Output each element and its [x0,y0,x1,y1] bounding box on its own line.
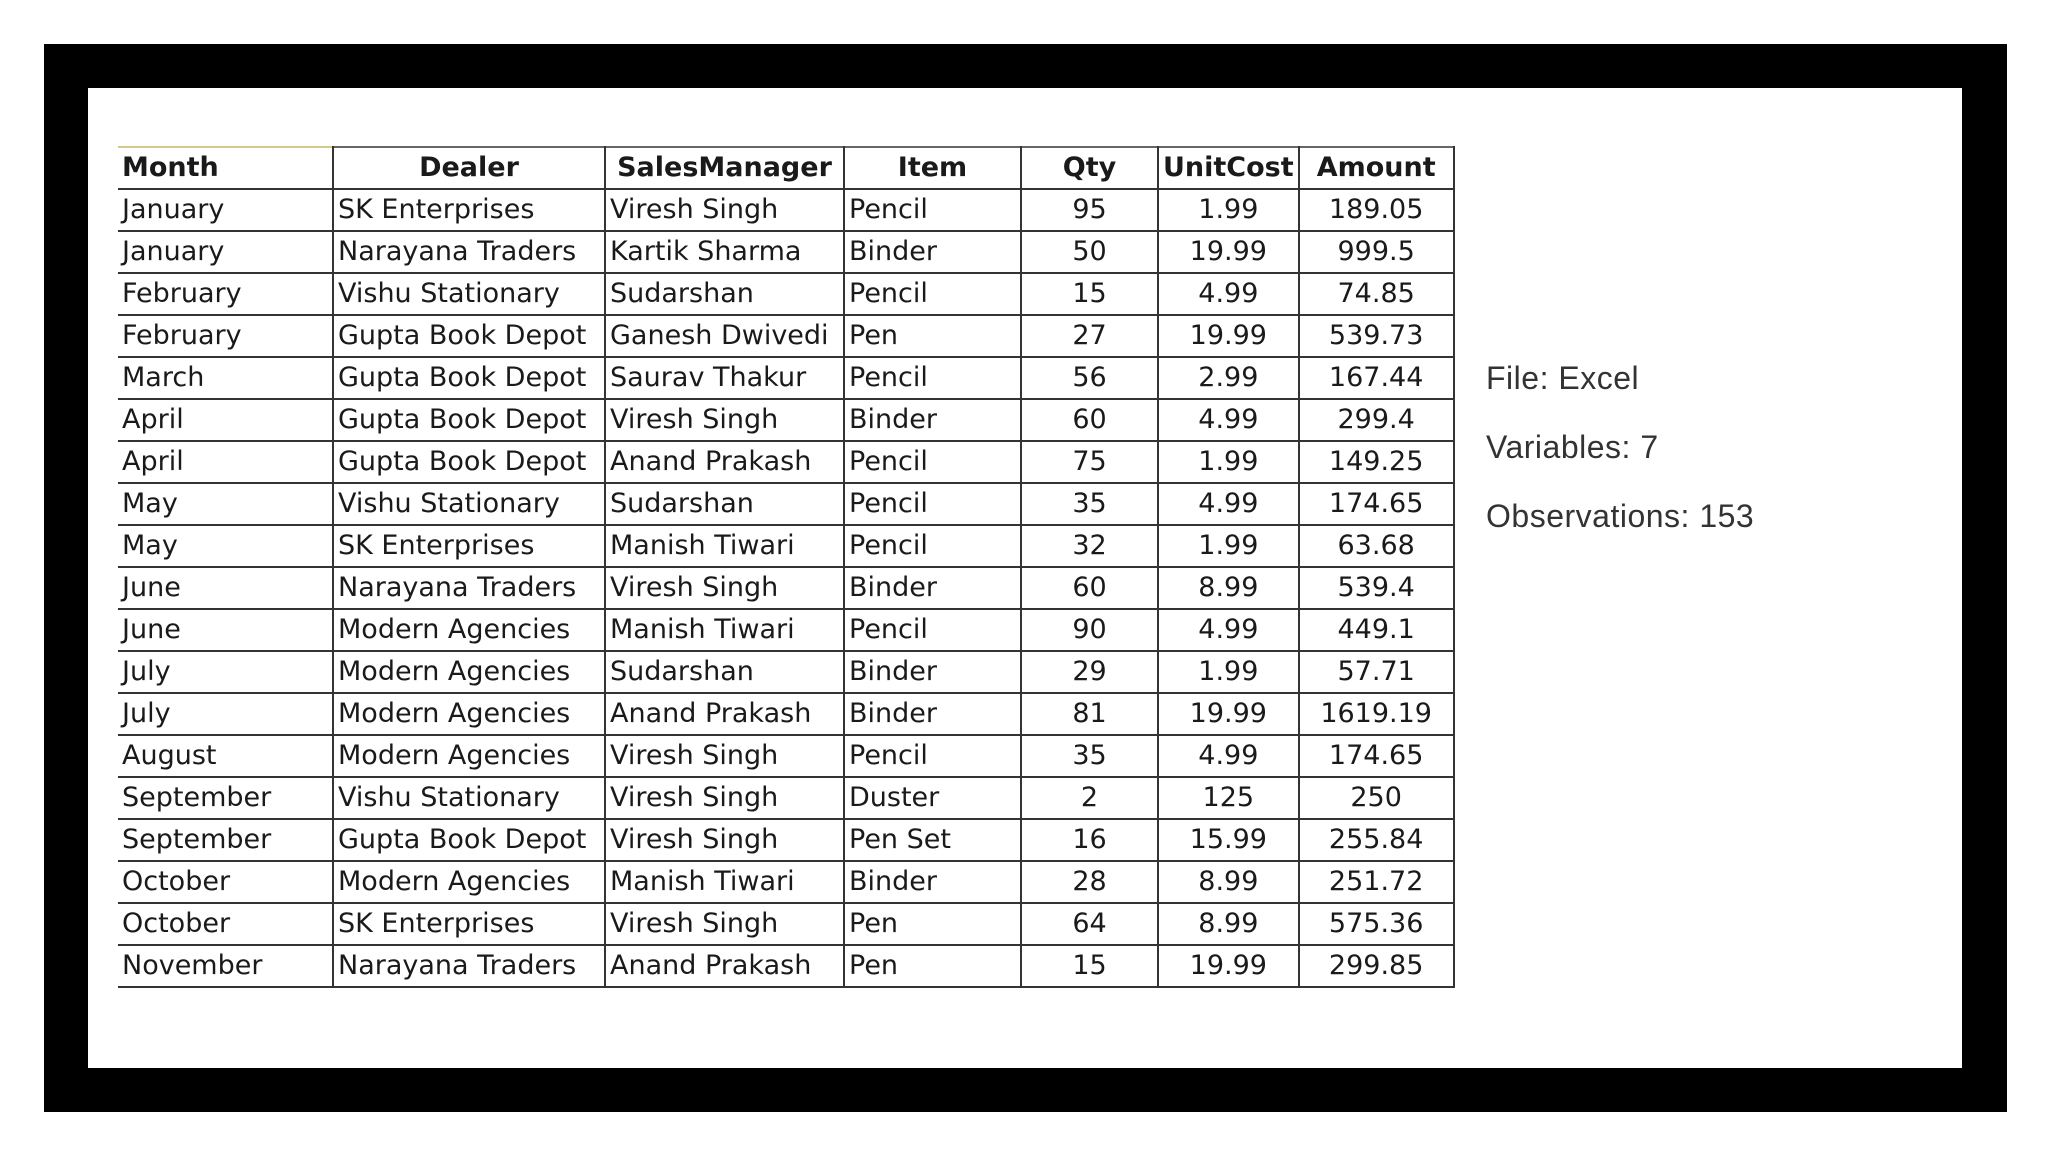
table-row [118,819,1454,861]
dealer-cell: Gupta Book Depot [333,819,605,861]
amount-cell: 251.72 [1299,861,1454,903]
unit-cost-cell: 19.99 [1158,945,1299,987]
dealer-cell: Modern Agencies [333,861,605,903]
qty-cell: 81 [1021,693,1158,735]
item-cell: Pencil [844,441,1021,483]
qty-cell: 15 [1021,273,1158,315]
table-row [118,273,1454,315]
qty-cell: 56 [1021,357,1158,399]
amount-cell: 449.1 [1299,609,1454,651]
table-row [118,399,1454,441]
qty-cell: 15 [1021,945,1158,987]
table-row [118,357,1454,399]
qty-cell: 28 [1021,861,1158,903]
column-header-dealer: Dealer [333,147,605,189]
qty-cell: 35 [1021,735,1158,777]
item-cell: Pen [844,315,1021,357]
month-cell: May [118,483,333,525]
column-header-sales-manager: SalesManager [605,147,844,189]
sales-manager-cell: Sudarshan [605,651,844,693]
table-row [118,777,1454,819]
month-cell: May [118,525,333,567]
sales-manager-cell: Viresh Singh [605,777,844,819]
table-row [118,189,1454,231]
item-cell: Binder [844,861,1021,903]
amount-cell: 539.73 [1299,315,1454,357]
item-cell: Pen [844,945,1021,987]
item-cell: Pencil [844,735,1021,777]
month-cell: October [118,903,333,945]
item-cell: Pen [844,903,1021,945]
amount-cell: 255.84 [1299,819,1454,861]
sales-manager-cell: Viresh Singh [605,735,844,777]
sales-manager-cell: Sudarshan [605,273,844,315]
amount-cell: 167.44 [1299,357,1454,399]
sales-manager-cell: Anand Prakash [605,945,844,987]
column-header-amount: Amount [1299,147,1454,189]
amount-cell: 189.05 [1299,189,1454,231]
amount-cell: 250 [1299,777,1454,819]
item-cell: Duster [844,777,1021,819]
item-cell: Binder [844,231,1021,273]
dealer-cell: Gupta Book Depot [333,357,605,399]
table-row [118,483,1454,525]
dealer-cell: Vishu Stationary [333,777,605,819]
table-row [118,861,1454,903]
dealer-cell: Modern Agencies [333,651,605,693]
unit-cost-cell: 4.99 [1158,273,1299,315]
dealer-cell: Modern Agencies [333,735,605,777]
amount-cell: 149.25 [1299,441,1454,483]
column-header-unit-cost: UnitCost [1158,147,1299,189]
month-cell: June [118,567,333,609]
unit-cost-cell: 19.99 [1158,231,1299,273]
sales-manager-cell: Saurav Thakur [605,357,844,399]
item-cell: Binder [844,651,1021,693]
month-cell: January [118,189,333,231]
month-cell: August [118,735,333,777]
table-header-row [118,147,1454,189]
qty-cell: 60 [1021,567,1158,609]
qty-cell: 50 [1021,231,1158,273]
unit-cost-cell: 19.99 [1158,315,1299,357]
item-cell: Binder [844,693,1021,735]
qty-cell: 2 [1021,777,1158,819]
table-row [118,693,1454,735]
amount-cell: 74.85 [1299,273,1454,315]
qty-cell: 16 [1021,819,1158,861]
observations-count-label: Observations: 153 [1486,498,1755,534]
month-cell: March [118,357,333,399]
amount-cell: 174.65 [1299,735,1454,777]
qty-cell: 35 [1021,483,1158,525]
dealer-cell: SK Enterprises [333,903,605,945]
sales-manager-cell: Viresh Singh [605,567,844,609]
amount-cell: 299.85 [1299,945,1454,987]
month-cell: October [118,861,333,903]
item-cell: Binder [844,567,1021,609]
amount-cell: 299.4 [1299,399,1454,441]
slide-content [88,88,1962,1068]
month-cell: July [118,693,333,735]
amount-cell: 539.4 [1299,567,1454,609]
amount-cell: 57.71 [1299,651,1454,693]
table-row [118,567,1454,609]
unit-cost-cell: 125 [1158,777,1299,819]
dataset-info-panel [1486,358,1754,565]
variables-count-label: Variables: 7 [1486,429,1659,465]
dealer-cell: Narayana Traders [333,567,605,609]
month-cell: January [118,231,333,273]
amount-cell: 999.5 [1299,231,1454,273]
table-row [118,315,1454,357]
dealer-cell: Gupta Book Depot [333,441,605,483]
unit-cost-cell: 2.99 [1158,357,1299,399]
sales-manager-cell: Viresh Singh [605,189,844,231]
file-type-label: File: Excel [1486,360,1640,396]
dealer-cell: Vishu Stationary [333,483,605,525]
unit-cost-cell: 8.99 [1158,567,1299,609]
amount-cell: 575.36 [1299,903,1454,945]
item-cell: Binder [844,399,1021,441]
column-header-item: Item [844,147,1021,189]
qty-cell: 64 [1021,903,1158,945]
month-cell: July [118,651,333,693]
month-cell: September [118,777,333,819]
qty-cell: 75 [1021,441,1158,483]
unit-cost-cell: 8.99 [1158,903,1299,945]
table-row [118,735,1454,777]
item-cell: Pen Set [844,819,1021,861]
sales-manager-cell: Sudarshan [605,483,844,525]
table-row [118,525,1454,567]
unit-cost-cell: 1.99 [1158,441,1299,483]
sales-manager-cell: Viresh Singh [605,399,844,441]
item-cell: Pencil [844,273,1021,315]
sales-manager-cell: Viresh Singh [605,903,844,945]
sales-manager-cell: Manish Tiwari [605,609,844,651]
qty-cell: 60 [1021,399,1158,441]
table-row [118,903,1454,945]
sales-manager-cell: Kartik Sharma [605,231,844,273]
qty-cell: 32 [1021,525,1158,567]
sales-manager-cell: Anand Prakash [605,441,844,483]
qty-cell: 90 [1021,609,1158,651]
item-cell: Pencil [844,525,1021,567]
month-cell: February [118,273,333,315]
month-cell: September [118,819,333,861]
sales-manager-cell: Manish Tiwari [605,861,844,903]
dealer-cell: Vishu Stationary [333,273,605,315]
month-cell: November [118,945,333,987]
unit-cost-cell: 4.99 [1158,735,1299,777]
item-cell: Pencil [844,609,1021,651]
unit-cost-cell: 4.99 [1158,483,1299,525]
sales-manager-cell: Anand Prakash [605,693,844,735]
qty-cell: 27 [1021,315,1158,357]
dealer-cell: Narayana Traders [333,231,605,273]
dealer-cell: Gupta Book Depot [333,399,605,441]
unit-cost-cell: 1.99 [1158,651,1299,693]
sales-manager-cell: Ganesh Dwivedi [605,315,844,357]
table-row [118,945,1454,987]
unit-cost-cell: 19.99 [1158,693,1299,735]
amount-cell: 1619.19 [1299,693,1454,735]
unit-cost-cell: 1.99 [1158,189,1299,231]
amount-cell: 63.68 [1299,525,1454,567]
table-body [118,189,1454,987]
table-row [118,651,1454,693]
month-cell: April [118,441,333,483]
item-cell: Pencil [844,357,1021,399]
dealer-cell: Modern Agencies [333,693,605,735]
column-header-qty: Qty [1021,147,1158,189]
dealer-cell: Modern Agencies [333,609,605,651]
unit-cost-cell: 4.99 [1158,399,1299,441]
month-cell: February [118,315,333,357]
column-header-month: Month [118,147,333,189]
unit-cost-cell: 8.99 [1158,861,1299,903]
table-row [118,231,1454,273]
table-row [118,441,1454,483]
sales-data-table [118,146,1455,988]
unit-cost-cell: 15.99 [1158,819,1299,861]
dealer-cell: Gupta Book Depot [333,315,605,357]
dealer-cell: SK Enterprises [333,189,605,231]
dealer-cell: SK Enterprises [333,525,605,567]
qty-cell: 95 [1021,189,1158,231]
qty-cell: 29 [1021,651,1158,693]
amount-cell: 174.65 [1299,483,1454,525]
dealer-cell: Narayana Traders [333,945,605,987]
table-row [118,609,1454,651]
month-cell: April [118,399,333,441]
unit-cost-cell: 1.99 [1158,525,1299,567]
sales-manager-cell: Viresh Singh [605,819,844,861]
sales-manager-cell: Manish Tiwari [605,525,844,567]
unit-cost-cell: 4.99 [1158,609,1299,651]
item-cell: Pencil [844,483,1021,525]
month-cell: June [118,609,333,651]
item-cell: Pencil [844,189,1021,231]
